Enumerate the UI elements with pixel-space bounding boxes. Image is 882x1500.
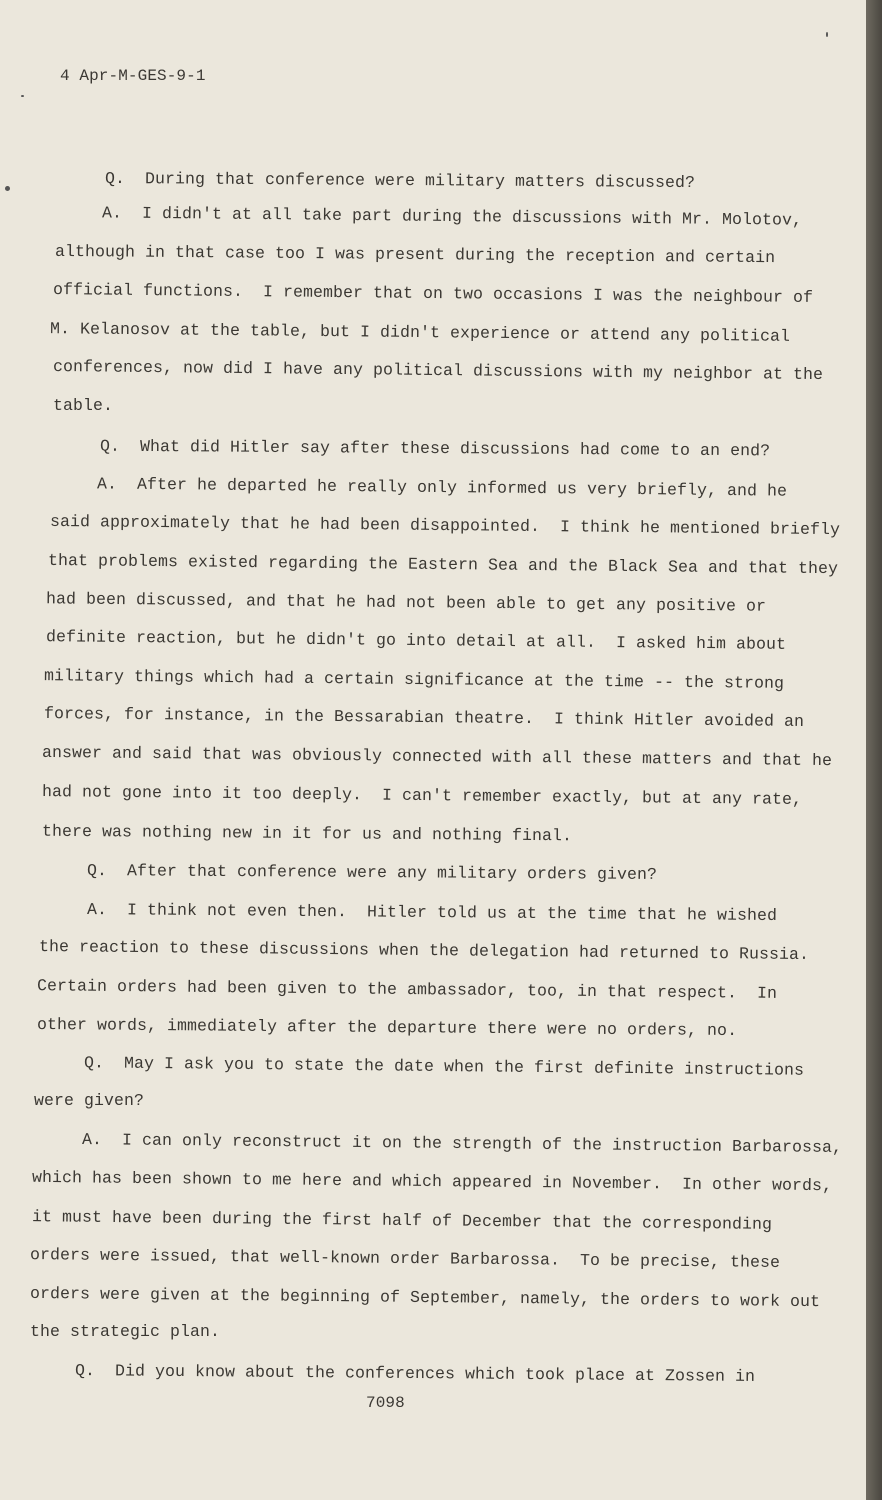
transcript-line: were given?	[34, 1091, 145, 1110]
transcript-line: table.	[53, 396, 114, 415]
transcript-line: A. I didn't at all take part during the discussions with Mr. Molotov,	[101, 203, 803, 230]
transcript-line: military things which had a certain significance at the time -- the strong	[43, 666, 785, 693]
transcript-line: Q. May I ask you to state the date when the first definite instructions	[83, 1053, 805, 1080]
transcript-line: definite reaction, but he didn't go into detail at all. I asked him about	[45, 627, 787, 654]
ink-speck	[826, 32, 828, 37]
transcript-line: orders were given at the beginning of September, namely, the orders to work out	[29, 1283, 821, 1312]
transcript-line: conferences, now did I have any political discussions with my neighbor at the	[52, 356, 824, 385]
transcript-line: the reaction to these discussions when the delegation had returned to Russia.	[38, 936, 810, 965]
transcript-line: there was nothing new in it for us and nothing final.	[41, 821, 573, 846]
ink-speck	[21, 95, 24, 97]
transcript-line: other words, immediately after the departure there were no orders, no.	[36, 1014, 738, 1041]
transcript-line: it must have been during the first half of December that the corresponding	[31, 1207, 773, 1234]
ink-speck	[5, 186, 10, 191]
transcript-line: although in that case too I was present during the reception and certain	[54, 241, 776, 268]
transcript-line: A. I can only reconstruct it on the strength of the instruction Barbarossa,	[81, 1130, 843, 1157]
transcript-line: had not gone into it too deeply. I can't remember exactly, but at any rate,	[41, 782, 803, 809]
transcript-line: Q. What did Hitler say after these discussions had come to an end?	[99, 436, 771, 461]
transcript-line: which has been shown to me here and which appeared in November. In other words,	[31, 1167, 833, 1196]
transcript-line: A. I think not even then. Hitler told us at the time that he wished	[86, 899, 778, 926]
transcript-line: Q. After that conference were any military orders given?	[86, 861, 658, 884]
transcript-line: A. After he departed he really only informed us very briefly, and he	[96, 474, 788, 501]
page-edge-shadow	[866, 0, 882, 1500]
transcript-line: forces, for instance, in the Bessarabian theatre. I think Hitler avoided an	[43, 704, 805, 731]
transcript-line: answer and said that was obviously connected with all these matters and that he	[41, 742, 833, 771]
transcript-line: Certain orders had been given to the ambassador, too, in that respect. In	[36, 976, 778, 1003]
transcript-line: M. Kelanosov at the table, but I didn't experience or attend any political	[49, 319, 791, 346]
document-reference: 4 Apr-M-GES-9-1	[60, 67, 206, 85]
transcript-line: said approximately that he had been disappointed. I think he mentioned briefly	[49, 511, 841, 540]
transcript-line: the strategic plan.	[30, 1322, 221, 1341]
page-number: 7098	[366, 1394, 405, 1412]
transcript-line: official functions. I remember that on two occasions I was the neighbour of	[52, 280, 814, 307]
transcript-line: Q. During that conference were military matters discussed?	[104, 168, 696, 193]
transcript-line: Q. Did you know about the conferences which took place at Zossen in	[74, 1361, 756, 1386]
transcript-line: orders were issued, that well-known order Barbarossa. To be precise, these	[29, 1245, 781, 1272]
transcript-line: that problems existed regarding the Eastern Sea and the Black Sea and that they	[47, 550, 839, 579]
transcript-line: had been discussed, and that he had not been able to get any positive or	[45, 589, 767, 616]
